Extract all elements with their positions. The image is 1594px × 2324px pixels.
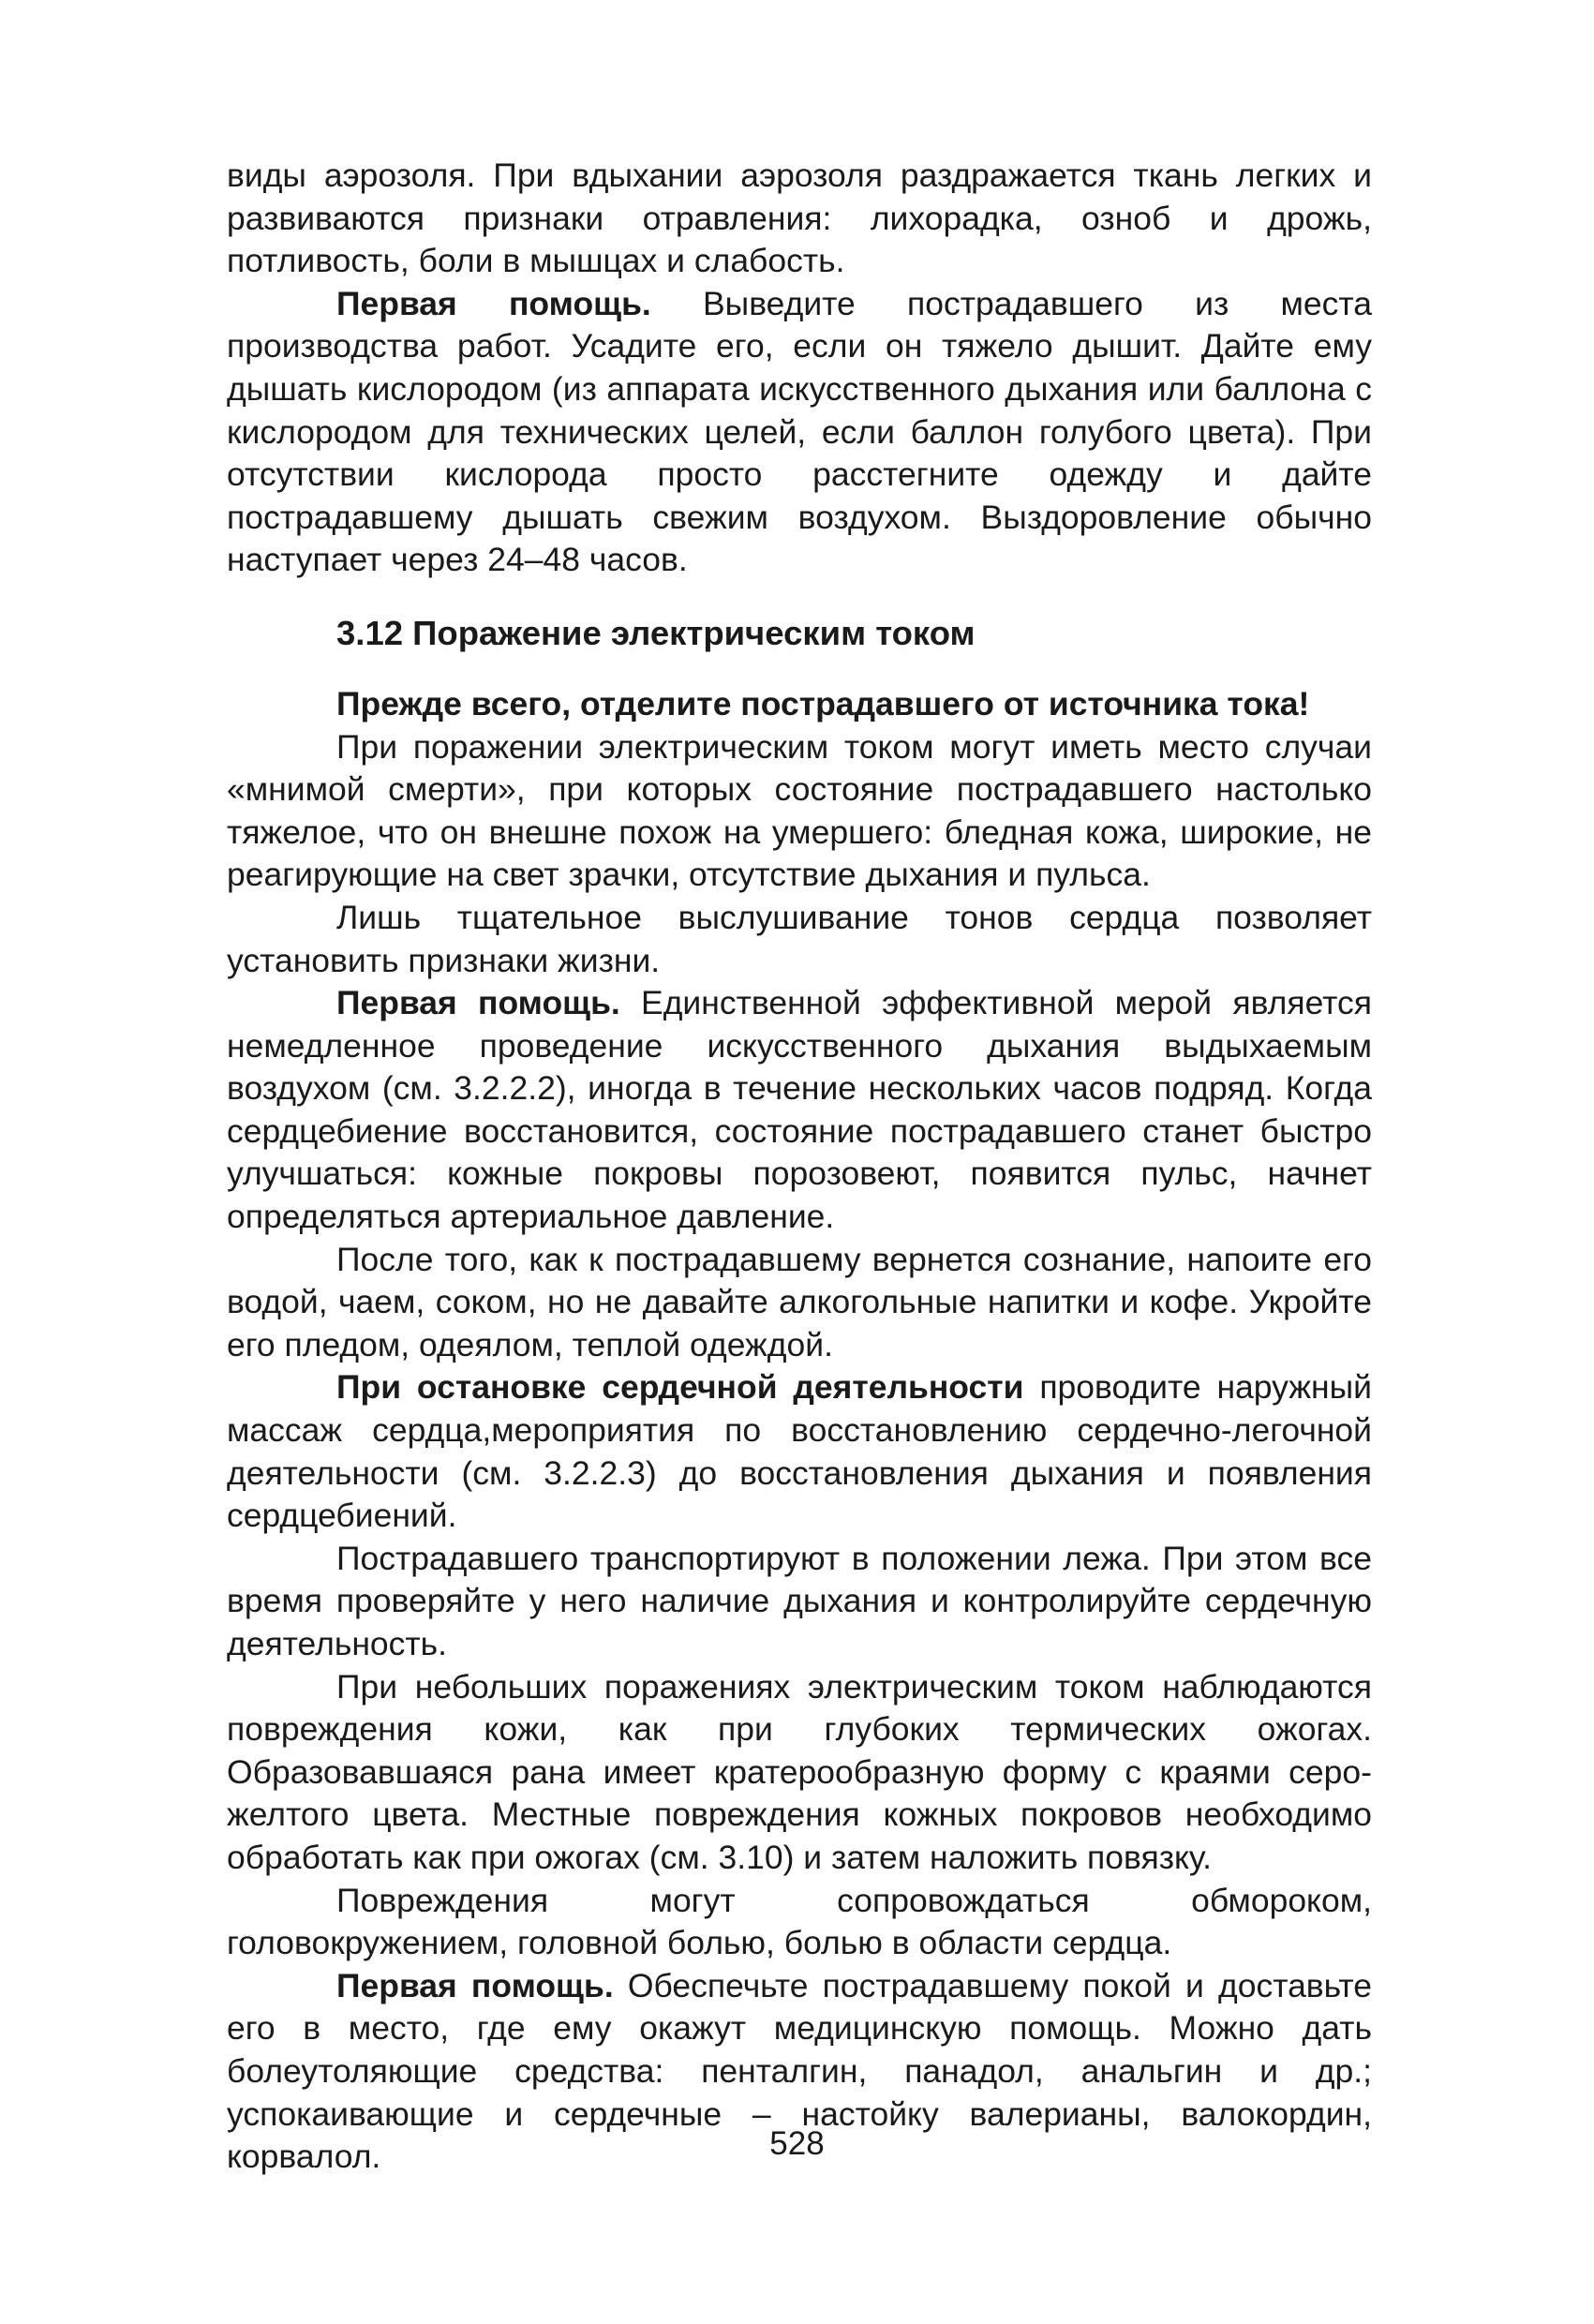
paragraph-first-aid-aerosol: [227, 283, 1372, 582]
first-aid-text: Обеспечьте пострадавшему покой и доставьте его в место, где ему окажут медицинскую помощь. Можно дать болеутоляющие средства: пенталгин, панадол, анальгин и др.; успокаивающие и сердечные – настойку валерианы, валокордин, корвалол.: [227, 1966, 1372, 2176]
paragraph-aerosol: виды аэрозоля. При вдыхании аэрозоля раздражается ткань легких и развиваются признаки отравления: лихорадка, озноб и дрожь, потливость, боли в мышцах и слабость.: [227, 156, 1372, 280]
paragraph-cardiac-arrest: [227, 1366, 1372, 1537]
paragraph-symptoms: Повреждения могут сопровождаться обмороком, головокружением, головной болью, болью в области сердца.: [227, 1881, 1372, 1962]
first-aid-text: Единственной эффективной мерой является немедленное проведение искусственного дыхания выдыхаемым воздухом (см. 3.2.2.2), иногда в течение нескольких часов подряд. Когда сердцебиение восстановится, состояние пострадавшего станет быстро улучшаться: кожные покровы порозовеют, появится пульс, начнет определяться артериальное давление.: [227, 984, 1372, 1236]
section-heading: 3.12 Поражение электрическим током: [336, 613, 976, 652]
first-aid-label: Первая помощь.: [336, 984, 620, 1022]
first-aid-label: Первая помощь.: [336, 1966, 614, 2004]
paragraph-transport: Пострадавшего транспортируют в положении лежа. При этом все время проверяйте у него наличие дыхания и контролируйте сердечную деятельность.: [227, 1539, 1372, 1662]
paragraph-heart-tones: Лишь тщательное выслушивание тонов сердца позволяет установить признаки жизни.: [227, 898, 1372, 979]
lead-warning: Прежде всего, отделите пострадавшего от источника тока!: [336, 684, 1310, 723]
page-body: [227, 155, 1372, 2179]
paragraph-imaginary-death: При поражении электрическим током могут иметь место случаи «мнимой смерти», при которых состояние пострадавшего настолько тяжелое, что он внешне похож на умершего: бледная кожа, широкие, не реагирующие на свет зрачки, отсутствие дыхания и пульса.: [227, 727, 1372, 894]
paragraph-skin-damage: При небольших поражениях электрическим током наблюдаются повреждения кожи, как при глубоких термических ожогах. Образовавшаяся рана имеет кратерообразную форму с краями серо-желтого цвета. Местные повреждения кожных покровов необходимо обработать как при ожогах (см. 3.10) и затем наложить повязку.: [227, 1667, 1372, 1876]
first-aid-text: Выведите пострадавшего из места производства работ. Усадите его, если он тяжело дышит. Дайте ему дышать кислородом (из аппарата искусственного дыхания или баллона с кислородом для технических целей, если баллон голубого цвета). При отсутствии кислорода просто расстегните одежду и дайте пострадавшему дышать свежим воздухом. Выздоровление обычно наступает через 24–48 часов.: [227, 284, 1372, 579]
first-aid-label: Первая помощь.: [336, 284, 651, 322]
paragraph-first-aid-electric: [227, 982, 1372, 1239]
paragraph-consciousness: После того, как к пострадавшему вернется сознание, напоите его водой, чаем, соком, но не давайте алкогольные напитки и кофе. Укройте его пледом, одеялом, теплой одеждой.: [227, 1240, 1372, 1363]
page-number: 528: [769, 2125, 825, 2162]
cardiac-arrest-text: проводите наружный массаж сердца,мероприятия по восстановлению сердечно-легочной деятельности (см. 3.2.2.3) до восстановления дыхания и появления сердцебиений.: [227, 1368, 1372, 1535]
cardiac-arrest-label: При остановке сердечной деятельности: [336, 1368, 1024, 1407]
